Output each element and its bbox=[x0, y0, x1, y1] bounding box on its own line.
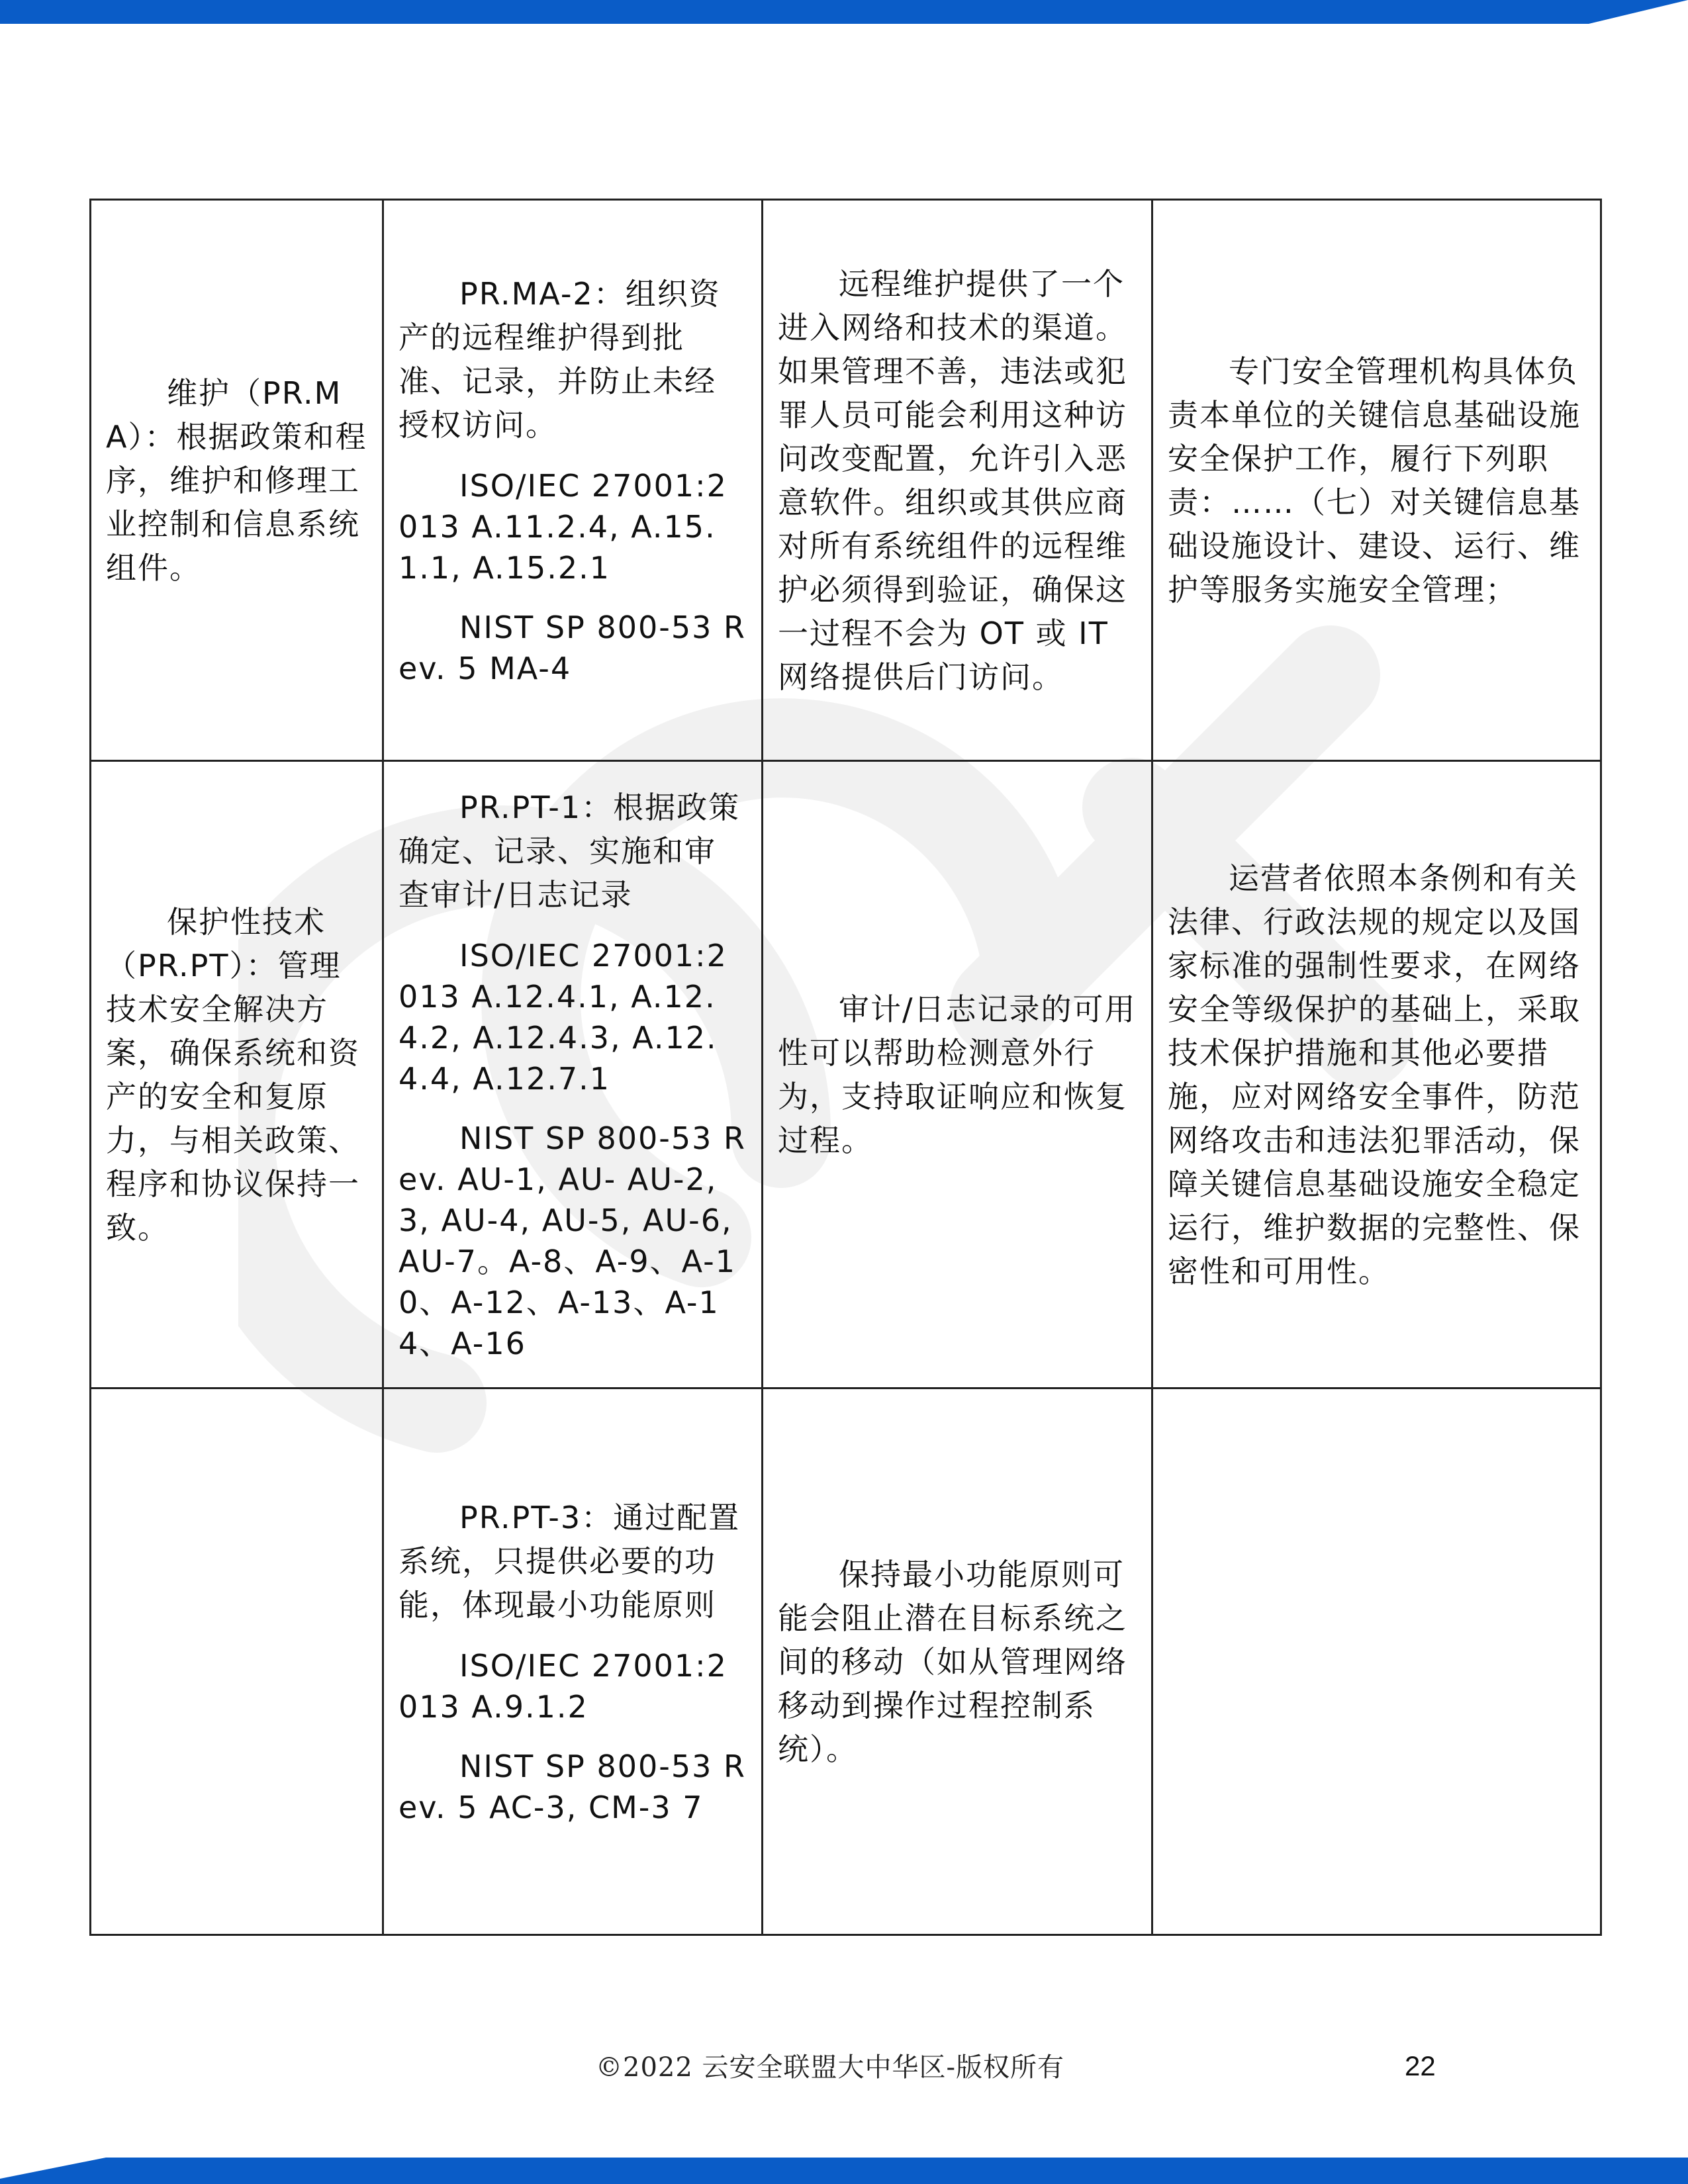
nist-reference: NIST SP 800-53 Rev. 5 MA-4 bbox=[399, 609, 746, 686]
explanation-text: 保持最小功能原则可能会阻止潜在目标系统之间的移动（如从管理网络移动到操作过程控制系统）。 bbox=[778, 1556, 1127, 1767]
references-cell bbox=[383, 200, 763, 761]
table-row bbox=[91, 761, 1601, 1388]
regulation-cell bbox=[1152, 1388, 1601, 1935]
explanation-cell bbox=[763, 200, 1152, 761]
regulation-text: 专门安全管理机构具体负责本单位的关键信息基础设施安全保护工作，履行下列职责：……（七）对关键信息基础设施设计、建设、运行、维护等服务实施安全管理； bbox=[1168, 353, 1581, 608]
function-text: 保护性技术（PR.PT）：管理技术安全解决方案，确保系统和资产的安全和复原力，与相关政策、程序和协议保持一致。 bbox=[106, 903, 360, 1246]
bottom-brand-band bbox=[0, 2158, 1688, 2184]
iso-reference: ISO/IEC 27001:2013 A.12.4.1, A.12.4.2, A.12.4.3, A.12.4.4, A.12.7.1 bbox=[399, 937, 727, 1097]
footer-copyright: ©2022 云安全联盟大中华区-版权所有 bbox=[596, 2052, 1065, 2083]
subcategory-text: PR.MA-2：组织资产的远程维护得到批准、记录，并防止未经授权访问。 bbox=[399, 275, 721, 443]
references-cell bbox=[383, 1388, 763, 1935]
references-cell bbox=[383, 761, 763, 1388]
function-cell bbox=[91, 1388, 383, 1935]
page-number: 22 bbox=[1405, 2050, 1436, 2081]
table-row bbox=[91, 200, 1601, 761]
table-row bbox=[91, 1388, 1601, 1935]
regulation-text: 运营者依照本条例和有关法律、行政法规的规定以及国家标准的强制性要求，在网络安全等级保护的基础上，采取技术保护措施和其他必要措施，应对网络安全事件，防范网络攻击和违法犯罪活动，保障关键信息基础设施安全稳定运行，维护数据的完整性、保密性和可用性。 bbox=[1168, 860, 1581, 1289]
subcategory-text: PR.PT-1：根据政策确定、记录、实施和审查审计/日志记录 bbox=[399, 789, 741, 913]
explanation-cell bbox=[763, 1388, 1152, 1935]
iso-reference: ISO/IEC 27001:2013 A.9.1.2 bbox=[399, 1647, 727, 1725]
function-cell bbox=[91, 761, 383, 1388]
nist-reference: NIST SP 800-53 Rev. 5 AC-3, CM-3 7 bbox=[399, 1748, 746, 1825]
explanation-cell bbox=[763, 761, 1152, 1388]
nist-reference: NIST SP 800-53 Rev. AU-1, AU- AU-2,3, AU-4, AU-5, AU-6, AU-7。A-8、A-9、A-10、A-12、A-13、A-14、A-16 bbox=[399, 1120, 746, 1361]
explanation-text: 审计/日志记录的可用性可以帮助检测意外行为，支持取证响应和恢复过程。 bbox=[778, 991, 1137, 1158]
regulation-cell bbox=[1152, 761, 1601, 1388]
iso-reference: ISO/IEC 27001:2013 A.11.2.4, A.15.1.1, A.15.2.1 bbox=[399, 467, 727, 586]
top-brand-band bbox=[0, 0, 1688, 24]
function-cell bbox=[91, 200, 383, 761]
explanation-text: 远程维护提供了一个进入网络和技术的渠道。如果管理不善，违法或犯罪人员可能会利用这种访问改变配置，允许引入恶意软件。组织或其供应商对所有系统组件的远程维护必须得到验证，确保这一过程不会为 OT 或 IT 网络提供后门访问。 bbox=[778, 265, 1127, 695]
security-mapping-table bbox=[89, 199, 1602, 1936]
regulation-cell bbox=[1152, 200, 1601, 761]
function-text: 维护（PR.MA）：根据政策和程序，维护和修理工业控制和信息系统组件。 bbox=[106, 375, 367, 586]
subcategory-text: PR.PT-3：通过配置系统，只提供必要的功能，体现最小功能原则 bbox=[399, 1499, 741, 1623]
